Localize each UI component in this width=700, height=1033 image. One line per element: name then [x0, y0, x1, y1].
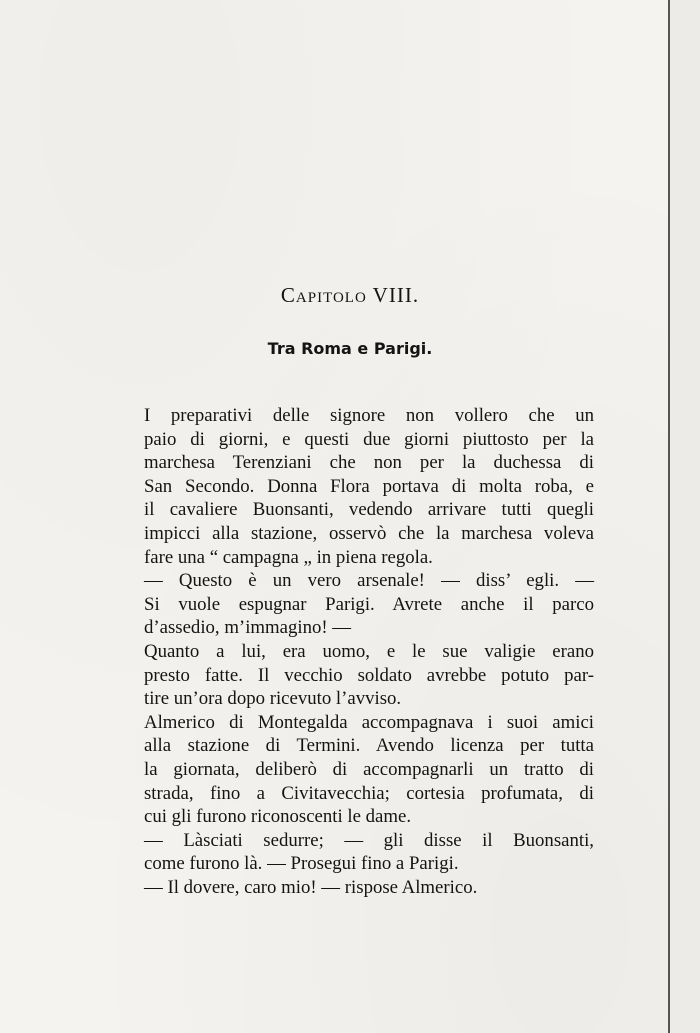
text-line: marchesa Terenziani che non per la duchessa di	[144, 452, 594, 474]
text-line: strada, fino a Civitavecchia; cortesia profumata, di	[144, 782, 594, 804]
chapter-heading: Capitolo VIII.	[280, 283, 420, 307]
paragraph	[126, 711, 594, 829]
paragraph	[126, 569, 594, 640]
text-line: I preparativi delle signore non vollero che un	[144, 405, 594, 426]
text-line: paio di giorni, e questi due giorni piuttosto per la	[144, 428, 594, 450]
paragraph	[126, 640, 594, 711]
paragraph	[126, 404, 594, 569]
text-line: San Secondo. Donna Flora portava di molta roba, e	[144, 475, 594, 497]
text-line: impicci alla stazione, osservò che la marchesa voleva	[144, 522, 594, 544]
text-line: — Questo è un vero arsenale! — diss’ egli. —	[144, 570, 594, 592]
text-line: fare una “ campagna „ in piena regola.	[144, 546, 433, 568]
text-line: d’assedio, m’immagino! —	[144, 617, 352, 639]
paragraph	[126, 876, 594, 900]
page-margin	[670, 0, 700, 1033]
body-text	[126, 404, 594, 899]
text-line: — Il dovere, caro mio! — rispose Almerico.	[144, 876, 478, 898]
text-line: alla stazione di Termini. Avendo licenza per tutta	[144, 735, 594, 757]
text-line: presto fatte. Il vecchio soldato avrebbe potuto par-	[144, 664, 594, 686]
text-line: Almerico di Montegalda accompagnava i suoi amici	[144, 711, 594, 733]
text-line: la giornata, deliberò di accompagnarli un tratto di	[144, 758, 594, 780]
text-line: Quanto a lui, era uomo, e le sue valigie erano	[144, 640, 594, 662]
paragraph	[126, 829, 594, 876]
text-line: tire un’ora dopo ricevuto l’avviso.	[144, 688, 402, 710]
text-line: Si vuole espugnar Parigi. Avrete anche il parco	[144, 593, 594, 615]
text-line: — Làsciati sedurre; — gli disse il Buonsanti,	[144, 829, 594, 851]
page-edge-line	[668, 0, 670, 1033]
text-line: cui gli furono riconoscenti le dame.	[144, 806, 412, 828]
chapter-title: Tra Roma e Parigi.	[267, 339, 433, 358]
text-line: il cavaliere Buonsanti, vedendo arrivare tutti quegli	[144, 499, 594, 521]
text-line: come furono là. — Prosegui fino a Parigi.	[144, 853, 459, 875]
